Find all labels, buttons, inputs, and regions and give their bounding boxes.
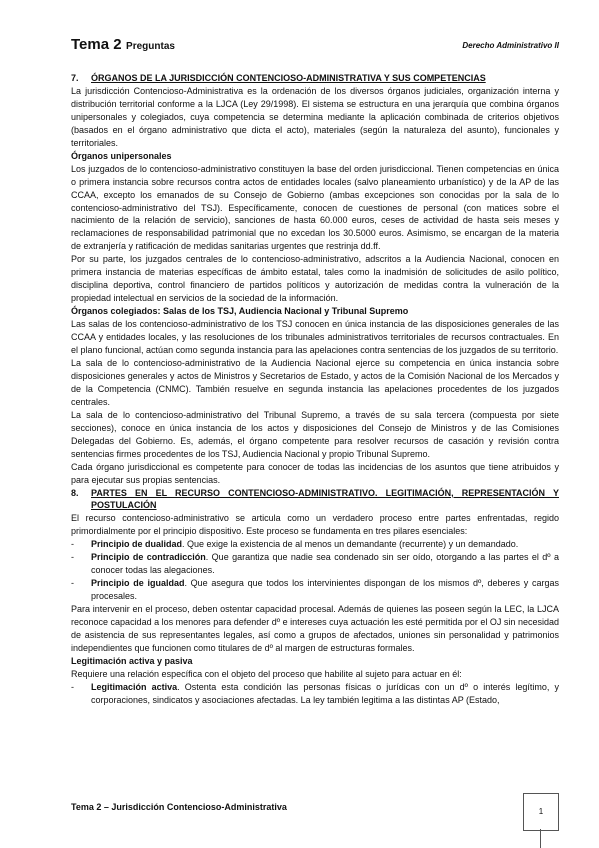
capacidad-paragraph: Para intervenir en el proceso, deben ostentar capacidad procesal. Además de quienes las poseen según la LEC, la LJCA reconoce capacidad a los menores para defender dº e intereses cuya actuación les esté permitida por el OJ sin necesidad de asistencia de sus representantes legales, así como a grupos de afectados, uniones sin personalidad y patrimonios independientes que funcionen como titulares de dº al margen de estructuras formales. — [71, 604, 559, 653]
header-topic: Tema 2 — [71, 36, 122, 53]
principle-list-item — [71, 551, 559, 577]
list-dash: - — [71, 578, 74, 589]
unipersonal-paragraph-1: Los juzgados de lo contencioso-administrativo constituyen la base del orden jurisdiccional. Tienen competencias en única o primera instancia sobre recursos contra actos de entidades locales (salvo planeamiento urbanístico) y de la AP de las CCAA, excepto los emanados de su Consejo de Gobierno (ambas excepciones son conocidas por la sala de lo contencioso-administrativo del TSJ). Específicamente, conocen de cuestiones de personal (con matices sobre el nacimiento de la relación de servicio), sanciones de hasta 60.000 euros, ceses de actividad de hasta seis meses y reclamaciones de responsabilidad patrimonial que no excedan los 30.5000 euros. Asimismo, se encargan de la materia de extranjería y ratificación de medidas sanitarias urgentes que restrinja dd.ff. — [71, 163, 559, 252]
principle-label: Principio de igualdad — [91, 578, 185, 589]
page-number-line — [540, 829, 541, 848]
legitimacion-label: Legitimación activa — [91, 681, 178, 692]
principle-text: . Que garantiza que nadie sea condenado sin ser oído, otorgando a las partes el dº a conocer todas las alegaciones. — [91, 552, 559, 576]
legitimacion-heading: Legitimación activa y pasiva — [71, 655, 193, 666]
list-dash: - — [71, 552, 74, 563]
unipersonal-paragraph-2: Por su parte, los juzgados centrales de lo contencioso-administrativo, adscritos a la Audiencia Nacional, conocen en primera instancia de materias específicas de ámbito estatal, tales como la inadmisión de solicitudes de asilo político, disciplina deportiva, control financiero de partidos políticos y autorización de medidas contra la vulneración de la propiedad intelectual en servicios de la sociedad de la información. — [71, 254, 559, 304]
colegiados-paragraph-1: Las salas de los contencioso-administrativo de los TSJ conocen en única instancia de las disposiciones generales de las CCAA y entidades locales, y las resoluciones de los tribunales administrativos territoriales de recursos contractuales. En el plano funcional, actúan como segunda instancia para las apelaciones contra sentencias de los juzgados de su territorio. — [71, 319, 559, 356]
principle-label: Principio de dualidad — [91, 539, 183, 550]
header-subtitle: Preguntas — [126, 41, 175, 52]
legitimacion-list-item — [71, 681, 559, 707]
section-7-number: 7. — [71, 73, 79, 83]
list-dash: - — [71, 539, 74, 550]
principle-list-item — [71, 538, 559, 551]
unipersonal-heading: Órganos unipersonales — [71, 150, 172, 161]
section-8-heading — [71, 487, 559, 513]
colegiados-paragraph-2: La sala de lo contencioso-administrativo de la Audiencia Nacional ejerce su competencia en única instancia sobre disposiciones generales y actos de Ministros y Secretarios de Estado, y actos de la Comisión Nacional de los Mercados y de la Competencia (CNMC). También resuelve en segunda instancia las apelaciones procedentes de los juzgados centrales. — [71, 357, 559, 407]
header-title — [71, 36, 175, 54]
principle-text: . Que exige la existencia de al menos un demandante (recurrente) y un demandado. — [182, 539, 519, 550]
section-8-title: PARTES EN EL RECURSO CONTENCIOSO-ADMINISTRATIVO. LEGITIMACIÓN, REPRESENTACIÓN Y POSTULACIÓN — [91, 487, 559, 511]
legitimacion-intro: Requiere una relación específica con el objeto del proceso que habilite al sujeto para actuar en él: — [71, 668, 462, 679]
header-subject: Derecho Administrativo II — [462, 41, 559, 50]
list-dash: - — [71, 681, 74, 692]
section-8-intro: El recurso contencioso-administrativo se articula como un verdadero proceso entre partes enfrentadas, regido primordialmente por el principio dispositivo. Este proceso se fundamenta en tres pilares esenciales: — [71, 513, 559, 537]
section-8-number: 8. — [71, 487, 79, 498]
colegiados-heading: Órganos colegiados: Salas de los TSJ, Audiencia Nacional y Tribunal Supremo — [71, 306, 409, 317]
principle-label: Principio de contradicción — [91, 552, 206, 563]
section-7-title: ÓRGANOS DE LA JURISDICCIÓN CONTENCIOSO-ADMINISTRATIVA Y SUS COMPETENCIAS — [91, 73, 486, 83]
section-7-intro: La jurisdicción Contencioso-Administrativa es la ordenación de los diversos órganos judiciales, organización interna y distribución territorial conforme a la LJCA (Ley 29/1998). El sistema se estructura en una jerarquía que combina órganos unipersonales y colegiados, cuya competencia se determina mediante la aplicación combinada de criterios objetivos (basados en el órgano administrativo que dicta el acto), materiales (según la naturaleza del asunto), funcionales y territoriales. — [71, 85, 559, 148]
principle-list-item — [71, 577, 559, 603]
page-number: 1 — [523, 793, 559, 831]
legitimacion-text: . Ostenta esta condición las personas físicas o jurídicas con un dº o interés legítimo, y corporaciones, sindicatos y asociaciones afectadas. La ley también legitima a las distintas AP (Estado, — [91, 681, 559, 705]
principle-text: . Que asegura que todos los intervinientes dispongan de los mismos dº, deberes y cargas procesales. — [91, 578, 559, 602]
section-7-heading — [71, 72, 559, 85]
page-footer: Tema 2 – Jurisdicción Contencioso-Administrativa — [71, 802, 287, 812]
document-body — [71, 72, 559, 772]
colegiados-paragraph-4: Cada órgano jurisdiccional es competente para conocer de todas las incidencias de los asuntos que tiene atribuidos y para ejecutar sus propias sentencias. — [71, 461, 559, 485]
colegiados-paragraph-3: La sala de lo contencioso-administrativo del Tribunal Supremo, a través de su sala tercera (compuesta por siete secciones), conoce en única instancia de los actos y disposiciones del Consejo de Ministros y de las Comisiones Delegadas del Gobierno. Es, además, el órgano competente para resolver recursos de casación y revisión contra sentencias firmes procedentes de los TSJ, Audiencia Nacional y propio Tribunal Supremo. — [71, 409, 559, 459]
page-header — [71, 36, 559, 56]
